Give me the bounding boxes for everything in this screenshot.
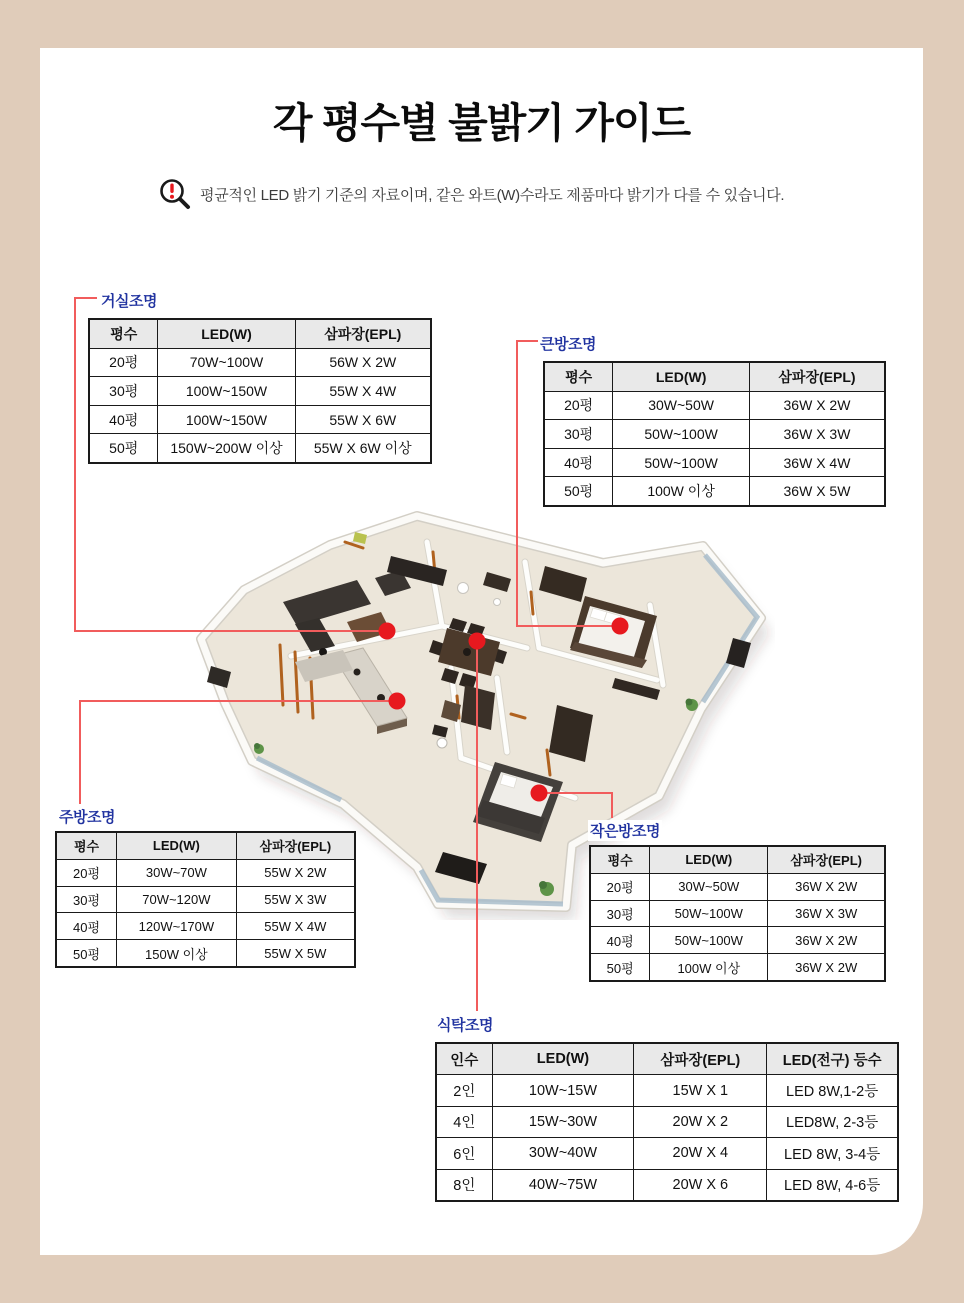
table-cell: LED 8W, 4-6등 — [767, 1169, 898, 1201]
table-row — [56, 940, 355, 967]
table-cell: 36W X 4W — [749, 448, 885, 477]
dining-table-table — [435, 1042, 899, 1202]
table-cell: LED 8W, 3-4등 — [767, 1138, 898, 1169]
table-cell: 36W X 3W — [749, 420, 885, 449]
small-room-table — [589, 845, 886, 982]
table-cell: 120W~170W — [117, 913, 237, 940]
column-header: LED(W) — [613, 362, 750, 391]
table-cell: 50W~100W — [650, 927, 768, 954]
table-row — [89, 434, 431, 463]
table-cell: 56W X 2W — [295, 348, 431, 377]
table-row — [544, 477, 885, 506]
table-row — [89, 405, 431, 434]
table-cell: 20평 — [56, 859, 117, 886]
table-cell: 36W X 2W — [749, 391, 885, 420]
table-cell: LED 8W,1-2등 — [767, 1075, 898, 1106]
table-cell: 100W 이상 — [650, 954, 768, 981]
table-header-row — [436, 1043, 898, 1075]
table-row — [56, 859, 355, 886]
column-header: 평수 — [590, 846, 650, 873]
column-header: 삼파장(EPL) — [634, 1043, 767, 1075]
table-row — [436, 1138, 898, 1169]
table-cell: 55W X 5W — [236, 940, 355, 967]
column-header: 삼파장(EPL) — [236, 832, 355, 859]
table-cell: 36W X 2W — [768, 927, 885, 954]
table-cell: 15W~30W — [492, 1106, 634, 1137]
table-cell: 50W~100W — [613, 420, 750, 449]
column-header: LED(W) — [158, 319, 295, 348]
table-row — [544, 420, 885, 449]
table-cell: 50평 — [89, 434, 158, 463]
table-cell: LED8W, 2-3등 — [767, 1106, 898, 1137]
table-cell: 15W X 1 — [634, 1075, 767, 1106]
table-cell: 100W 이상 — [613, 477, 750, 506]
notice-text: 평균적인 LED 밝기 기준의 자료이며, 같은 와트(W)수라도 제품마다 밝기가 다를 수 있습니다. — [200, 186, 785, 204]
table-cell: 55W X 6W 이상 — [295, 434, 431, 463]
table-row — [590, 954, 885, 981]
column-header: 평수 — [89, 319, 158, 348]
table-cell: 30W~40W — [492, 1138, 634, 1169]
table-cell: 20W X 2 — [634, 1106, 767, 1137]
table-cell: 20평 — [89, 348, 158, 377]
table-cell: 150W~200W 이상 — [158, 434, 295, 463]
column-header: 삼파장(EPL) — [295, 319, 431, 348]
table-cell: 50W~100W — [613, 448, 750, 477]
table-cell: 50평 — [544, 477, 613, 506]
table-row — [544, 391, 885, 420]
table-cell: 55W X 3W — [236, 886, 355, 913]
table-cell: 4인 — [436, 1106, 492, 1137]
living-room-table — [88, 318, 432, 464]
table-cell: 6인 — [436, 1138, 492, 1169]
kitchen-table — [55, 831, 356, 968]
table-header-row — [89, 319, 431, 348]
table-header-row — [590, 846, 885, 873]
table-row — [544, 448, 885, 477]
column-header: LED(W) — [117, 832, 237, 859]
table-cell: 50평 — [590, 954, 650, 981]
table-header-row — [544, 362, 885, 391]
table-row — [436, 1169, 898, 1201]
table-cell: 150W 이상 — [117, 940, 237, 967]
table-cell: 20평 — [590, 873, 650, 900]
callout-label-small-room: 작은방조명 — [588, 820, 662, 841]
table-cell: 55W X 4W — [295, 377, 431, 406]
notice-row — [158, 177, 858, 211]
callout-label-big-room: 큰방조명 — [538, 333, 598, 354]
table-row — [590, 927, 885, 954]
table-cell: 20W X 6 — [634, 1169, 767, 1201]
big-room-table — [543, 361, 886, 507]
table-cell: 40평 — [590, 927, 650, 954]
table-cell: 30평 — [56, 886, 117, 913]
table-row — [56, 913, 355, 940]
table-cell: 30W~70W — [117, 859, 237, 886]
table-row — [89, 377, 431, 406]
callout-label-living-room: 거실조명 — [99, 290, 159, 311]
table-cell: 50W~100W — [650, 900, 768, 927]
table-row — [56, 886, 355, 913]
table-cell: 36W X 2W — [768, 954, 885, 981]
table-cell: 30W~50W — [650, 873, 768, 900]
table-cell: 30평 — [544, 420, 613, 449]
table-cell: 36W X 5W — [749, 477, 885, 506]
table-cell: 70W~100W — [158, 348, 295, 377]
table-cell: 30평 — [89, 377, 158, 406]
table-cell: 100W~150W — [158, 405, 295, 434]
table-cell: 40W~75W — [492, 1169, 634, 1201]
table-cell: 70W~120W — [117, 886, 237, 913]
table-row — [436, 1075, 898, 1106]
table-cell: 8인 — [436, 1169, 492, 1201]
table-row — [436, 1106, 898, 1137]
table-cell: 20평 — [544, 391, 613, 420]
table-cell: 30W~50W — [613, 391, 750, 420]
table-cell: 36W X 2W — [768, 873, 885, 900]
column-header: 평수 — [544, 362, 613, 391]
table-cell: 36W X 3W — [768, 900, 885, 927]
callout-label-dining: 식탁조명 — [435, 1014, 495, 1035]
table-cell: 40평 — [544, 448, 613, 477]
table-cell: 55W X 2W — [236, 859, 355, 886]
table-cell: 100W~150W — [158, 377, 295, 406]
table-cell: 20W X 4 — [634, 1138, 767, 1169]
table-cell: 55W X 4W — [236, 913, 355, 940]
table-cell: 55W X 6W — [295, 405, 431, 434]
magnifier-exclamation-icon — [158, 177, 192, 211]
table-row — [89, 348, 431, 377]
page-title: 각 평수별 불밝기 가이드 — [272, 100, 691, 146]
table-cell: 2인 — [436, 1075, 492, 1106]
table-row — [590, 873, 885, 900]
table-header-row — [56, 832, 355, 859]
table-cell: 50평 — [56, 940, 117, 967]
table-cell: 10W~15W — [492, 1075, 634, 1106]
table-cell: 30평 — [590, 900, 650, 927]
callout-label-kitchen: 주방조명 — [57, 806, 117, 827]
column-header: 삼파장(EPL) — [768, 846, 885, 873]
column-header: LED(W) — [492, 1043, 634, 1075]
column-header: 인수 — [436, 1043, 492, 1075]
table-row — [590, 900, 885, 927]
column-header: LED(W) — [650, 846, 768, 873]
column-header: LED(전구) 등수 — [767, 1043, 898, 1075]
column-header: 삼파장(EPL) — [749, 362, 885, 391]
column-header: 평수 — [56, 832, 117, 859]
table-cell: 40평 — [89, 405, 158, 434]
table-cell: 40평 — [56, 913, 117, 940]
